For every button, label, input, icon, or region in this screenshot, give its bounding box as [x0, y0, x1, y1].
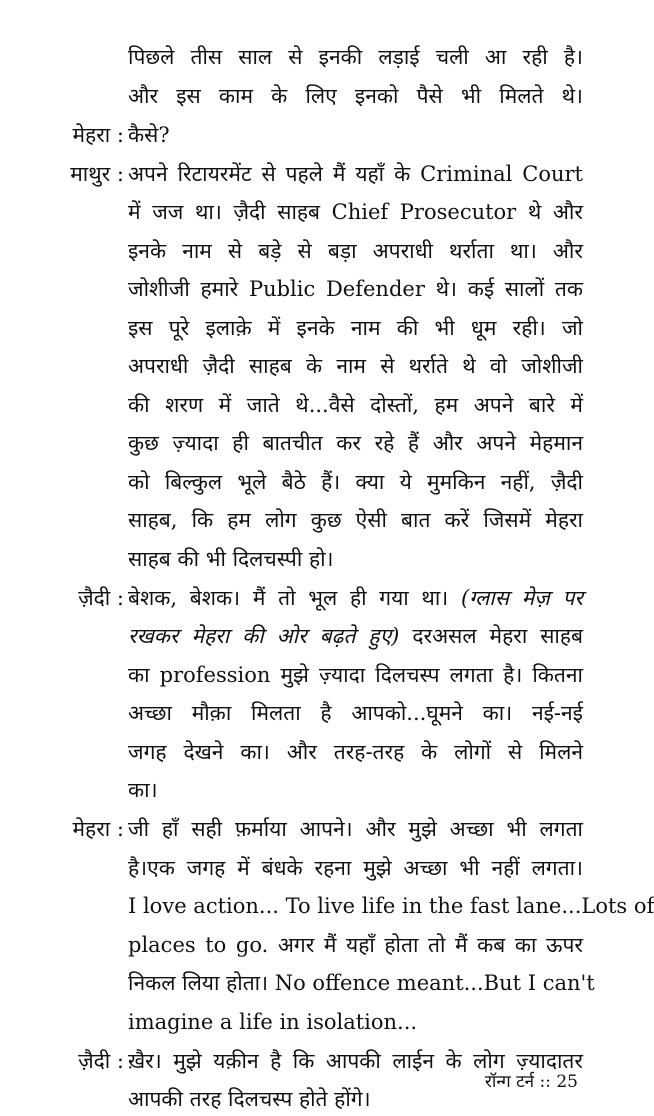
dialogue-line	[128, 157, 583, 191]
line-text: आपकी तरह दिलचस्प होते होंगे।	[128, 1087, 371, 1111]
speaker-name: मेहरा :	[72, 817, 124, 841]
line-text: इनके नाम से बड़े से बड़ा अपराधी थर्राता था। और	[128, 238, 583, 263]
line-text: है।एक जगह में बंधके रहना मुझे अच्छा भी नहीं लगता।	[128, 855, 583, 880]
dialogue-line	[128, 234, 583, 268]
line-text: का profession मुझे ज़्यादा दिलचस्प लगता है। कितना	[128, 662, 583, 687]
line-text: I love action... To live life in the fast lane...Lots of	[128, 894, 654, 918]
stage-direction: रखकर मेहरा की ओर बढ़ते हुए)	[128, 624, 400, 648]
dialogue-line	[128, 388, 583, 422]
line-text-after: दरअसल मेहरा साहब	[412, 624, 583, 648]
line-text: imagine a life in isolation...	[128, 1009, 418, 1034]
line-text: निकल लिया होता। No offence meant...But I can't	[128, 971, 595, 995]
line-text: का।	[128, 778, 158, 802]
dialogue-line	[128, 40, 583, 74]
line-text: साहब, कि हम लोग कुछ ऐसी बात करें जिसमें मेहरा	[128, 508, 583, 532]
line-text: जी हाँ सही फ़र्माया आपने। और मुझे अच्छा भी लगता	[128, 817, 583, 841]
dialogue-line	[128, 889, 654, 923]
speaker-name: माथुर :	[70, 161, 124, 186]
dialogue-line	[128, 619, 583, 653]
dialogue-line	[128, 773, 583, 807]
dialogue-line	[128, 465, 583, 499]
line-text: कुछ ज़्यादा ही बातचीत कर रहे हैं और अपने मेहमान	[128, 431, 583, 455]
dialogue-line	[128, 195, 583, 229]
line-text: को बिल्कुल भूले बैठे हैं। क्या ये मुमकिन नहीं, ज़ैदी	[128, 469, 583, 494]
dialogue-line	[128, 851, 583, 885]
line-text: कैसे?	[128, 122, 170, 147]
dialogue-line	[128, 349, 583, 383]
dialogue-line	[128, 812, 583, 846]
speaker-name: मेहरा :	[72, 122, 124, 147]
dialogue-line	[128, 658, 583, 692]
line-text: अपने रिटायरमेंट से पहले मैं यहाँ के Criminal Court	[128, 161, 583, 186]
line-text: जोशीजी हमारे Public Defender थे। कई सालों तक	[128, 277, 583, 301]
speaker-name: ज़ैदी :	[78, 1048, 124, 1073]
line-text: अच्छा मौक़ा मिलता है आपको...घूमने का। नई-नई	[128, 701, 583, 725]
dialogue-line	[128, 118, 583, 152]
dialogue-line	[128, 1005, 583, 1039]
dialogue-line	[128, 272, 583, 306]
dialogue-line	[128, 928, 583, 962]
line-text: ख़ैर। मुझे यक़ीन है कि आपकी लाईन के लोग ज़्यादातर	[128, 1048, 583, 1073]
dialogue-line	[128, 426, 583, 460]
line-text: पिछले तीस साल से इनकी लड़ाई चली आ रही है।	[128, 45, 583, 69]
dialogue-line	[128, 542, 583, 576]
dialogue-line	[128, 581, 583, 615]
stage-direction: (ग्लास मेज़ पर	[460, 585, 583, 610]
dialogue-line	[128, 79, 583, 113]
line-text: जगह देखने का। और तरह-तरह के लोगों से मिलने	[128, 739, 583, 764]
page-footer: रॉन्ग टर्न :: 25	[484, 1072, 578, 1092]
dialogue-line	[128, 735, 583, 769]
speaker-name: ज़ैदी :	[78, 585, 124, 610]
line-text: अपराधी ज़ैदी साहब के नाम से थर्राते थे वो जोशीजी	[128, 354, 583, 378]
dialogue-line	[128, 696, 583, 730]
line-text: की शरण में जाते थे...वैसे दोस्तों, हम अपने बारे में	[128, 392, 583, 417]
line-text: और इस काम के लिए इनको पैसे भी मिलते थे।	[128, 83, 583, 108]
line-text: इस पूरे इलाक़े में इनके नाम की भी धूम रही। जो	[128, 315, 583, 340]
line-text: में जज था। ज़ैदी साहब Chief Prosecutor थे और	[128, 200, 583, 224]
line-text: साहब की भी दिलचस्पी हो।	[128, 546, 334, 571]
dialogue-line	[128, 503, 583, 537]
dialogue-line	[128, 311, 583, 345]
line-text: बेशक, बेशक। मैं तो भूल ही गया था।	[128, 585, 449, 610]
dialogue-line	[128, 966, 595, 1000]
line-text: places to go. अगर मैं यहाँ होता तो मैं कब का ऊपर	[128, 932, 583, 957]
